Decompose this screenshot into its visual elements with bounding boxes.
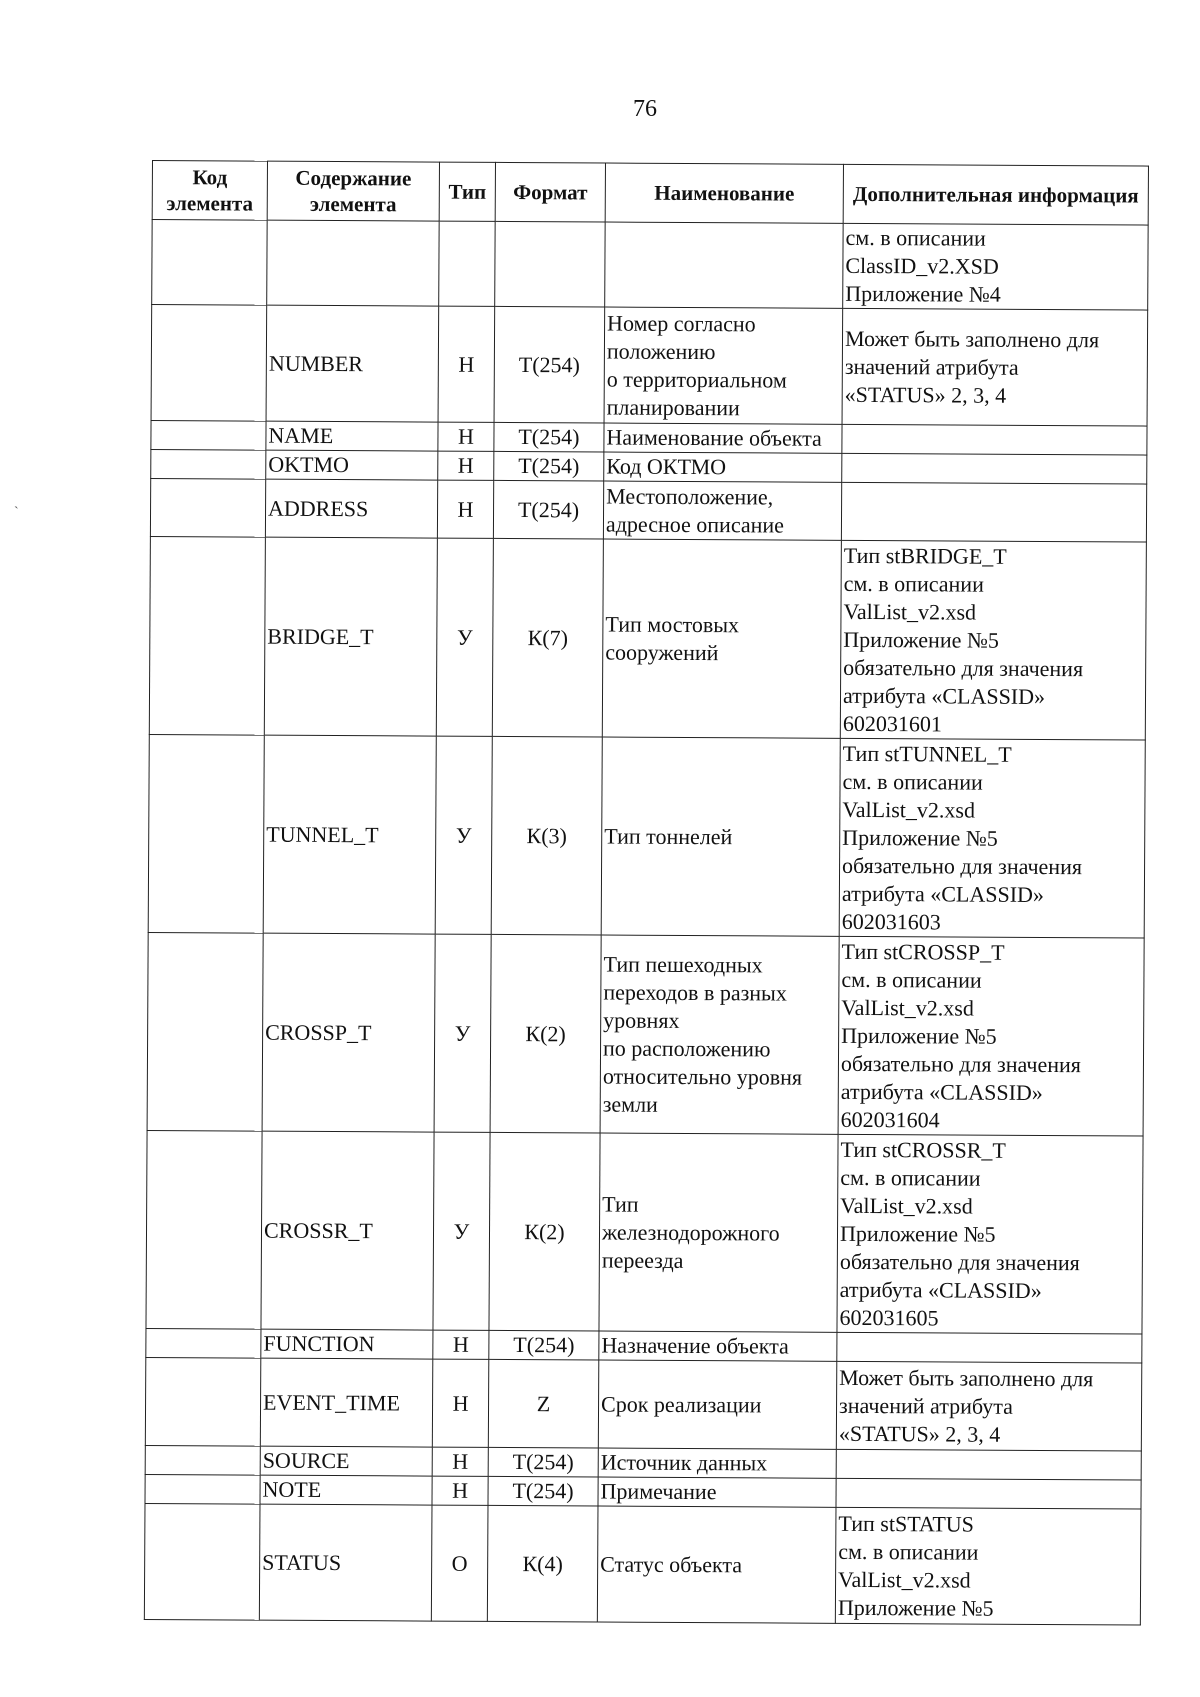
cell-type: Н [438, 306, 495, 422]
cell-name: Наименование объекта [604, 423, 842, 453]
cell-name: Источник данных [598, 1448, 836, 1478]
cell-content: NOTE [260, 1475, 432, 1505]
cell-name [605, 222, 843, 308]
cell-content: CROSSP_T [262, 933, 435, 1132]
cell-type: Н [437, 480, 493, 538]
header-code: Код элемента [152, 161, 267, 221]
table-row [147, 932, 1144, 1136]
cell-type: У [433, 1132, 490, 1330]
cell-format: Z [488, 1359, 598, 1448]
cell-code [148, 734, 264, 933]
cell-code [147, 932, 263, 1131]
cell-code [145, 1357, 260, 1446]
cell-code [151, 449, 266, 479]
cell-info: Тип stCROSSP_T см. в описании ValList_v2.xsd Приложение №5 обязательно для значения атрибута «CLASSID» 602031604 [838, 936, 1144, 1136]
cell-code [151, 420, 266, 450]
cell-type: Н [432, 1476, 488, 1505]
cell-format: К(2) [490, 934, 601, 1133]
cell-info [842, 424, 1147, 455]
header-content: Содержание элемента [267, 161, 439, 221]
table-row [145, 1357, 1141, 1451]
cell-type: У [435, 736, 492, 934]
cell-type: Н [438, 451, 494, 480]
cell-name: Местоположение, адресное описание [603, 481, 841, 540]
table-row [148, 734, 1145, 938]
cell-format: Т(254) [494, 451, 604, 481]
cell-type: Н [432, 1447, 488, 1476]
cell-format: Т(254) [494, 422, 604, 452]
header-info: Дополнительная информация [843, 164, 1148, 225]
cell-info: Тип stTUNNEL_T см. в описании ValList_v2.xsd Приложение №5 обязательно для значения атрибута «CLASSID» 602031603 [839, 738, 1145, 938]
cell-name: Номер согласно положению о территориальном планировании [604, 307, 843, 424]
cell-format: Т(254) [488, 1476, 598, 1506]
cell-type: Н [432, 1359, 488, 1447]
cell-format: К(3) [491, 736, 602, 935]
table-row [149, 536, 1146, 740]
cell-content: BRIDGE_T [264, 537, 437, 736]
cell-content: ADDRESS [265, 479, 437, 538]
cell-name: Тип железнодорожного переезда [599, 1133, 838, 1332]
cell-name: Срок реализации [598, 1360, 836, 1449]
cell-type: У [434, 934, 491, 1132]
cell-info [837, 1332, 1142, 1363]
cell-format: К(4) [487, 1505, 598, 1622]
cell-code [150, 478, 265, 537]
cell-format: Т(254) [489, 1330, 599, 1360]
cell-type: О [431, 1505, 488, 1621]
cell-info: см. в описании ClassID_v2.XSD Приложение №4 [843, 223, 1148, 310]
cell-content: NAME [266, 421, 438, 451]
table-header-row [152, 161, 1148, 226]
cell-code [149, 536, 265, 735]
cell-name: Примечание [598, 1477, 836, 1507]
attributes-table [144, 160, 1149, 1626]
cell-content: TUNNEL_T [263, 735, 436, 934]
cell-code [152, 220, 267, 306]
cell-info [842, 453, 1147, 484]
cell-info [836, 1449, 1141, 1480]
cell-info: Может быть заполнено для значений атрибута «STATUS» 2, 3, 4 [842, 308, 1148, 426]
cell-content: SOURCE [260, 1446, 432, 1476]
cell-type: Н [433, 1330, 489, 1359]
cell-format [495, 221, 605, 307]
cell-format: Т(254) [493, 480, 603, 539]
cell-info [836, 1478, 1141, 1509]
cell-format: К(7) [492, 538, 603, 737]
cell-name: Статус объекта [597, 1506, 836, 1623]
header-type: Тип [439, 162, 495, 221]
cell-content: FUNCTION [261, 1329, 433, 1359]
cell-info [841, 482, 1146, 542]
cell-content [267, 220, 439, 306]
cell-format: К(2) [489, 1132, 600, 1331]
header-format: Формат [495, 162, 605, 222]
cell-info: Тип stCROSSR_T см. в описании ValList_v2.xsd Приложение №5 обязательно для значения атрибута «CLASSID» 602031605 [837, 1134, 1143, 1334]
cell-code [145, 1474, 260, 1504]
cell-name: Назначение объекта [599, 1331, 837, 1361]
cell-type: Н [438, 422, 494, 451]
cell-name: Код ОКТМО [604, 452, 842, 482]
table-row [152, 220, 1148, 311]
table-row [151, 305, 1148, 427]
scan-artifact-mark: ` [14, 505, 19, 520]
cell-name: Тип мостовых сооружений [602, 539, 841, 738]
cell-info: Тип stBRIDGE_T см. в описании ValList_v2.xsd Приложение №5 обязательно для значения атрибута «CLASSID» 602031601 [840, 540, 1146, 740]
page-number: 76 [633, 96, 657, 122]
table-row [150, 478, 1146, 542]
cell-content: STATUS [259, 1504, 432, 1621]
cell-type: У [436, 538, 493, 736]
cell-code [144, 1503, 260, 1620]
cell-code [151, 305, 267, 422]
header-name: Наименование [605, 163, 843, 223]
cell-content: NUMBER [266, 305, 439, 422]
cell-content: OKTMO [266, 450, 438, 480]
cell-info: Может быть заполнено для значений атрибута «STATUS» 2, 3, 4 [836, 1361, 1141, 1451]
cell-type [439, 221, 495, 306]
cell-code [146, 1328, 261, 1358]
cell-name: Тип тоннелей [601, 737, 840, 936]
cell-format: Т(254) [494, 306, 605, 423]
cell-code [146, 1130, 262, 1329]
cell-name: Тип пешеходных переходов в разных уровнях по расположению относительно уровня земли [600, 935, 839, 1134]
cell-format: Т(254) [488, 1447, 598, 1477]
cell-content: CROSSR_T [261, 1131, 434, 1330]
cell-info: Тип stSTATUS см. в описании ValList_v2.xsd Приложение №5 [835, 1507, 1141, 1625]
table-row [146, 1130, 1143, 1334]
cell-content: EVENT_TIME [260, 1358, 432, 1447]
table-row [144, 1503, 1141, 1625]
cell-code [145, 1445, 260, 1475]
